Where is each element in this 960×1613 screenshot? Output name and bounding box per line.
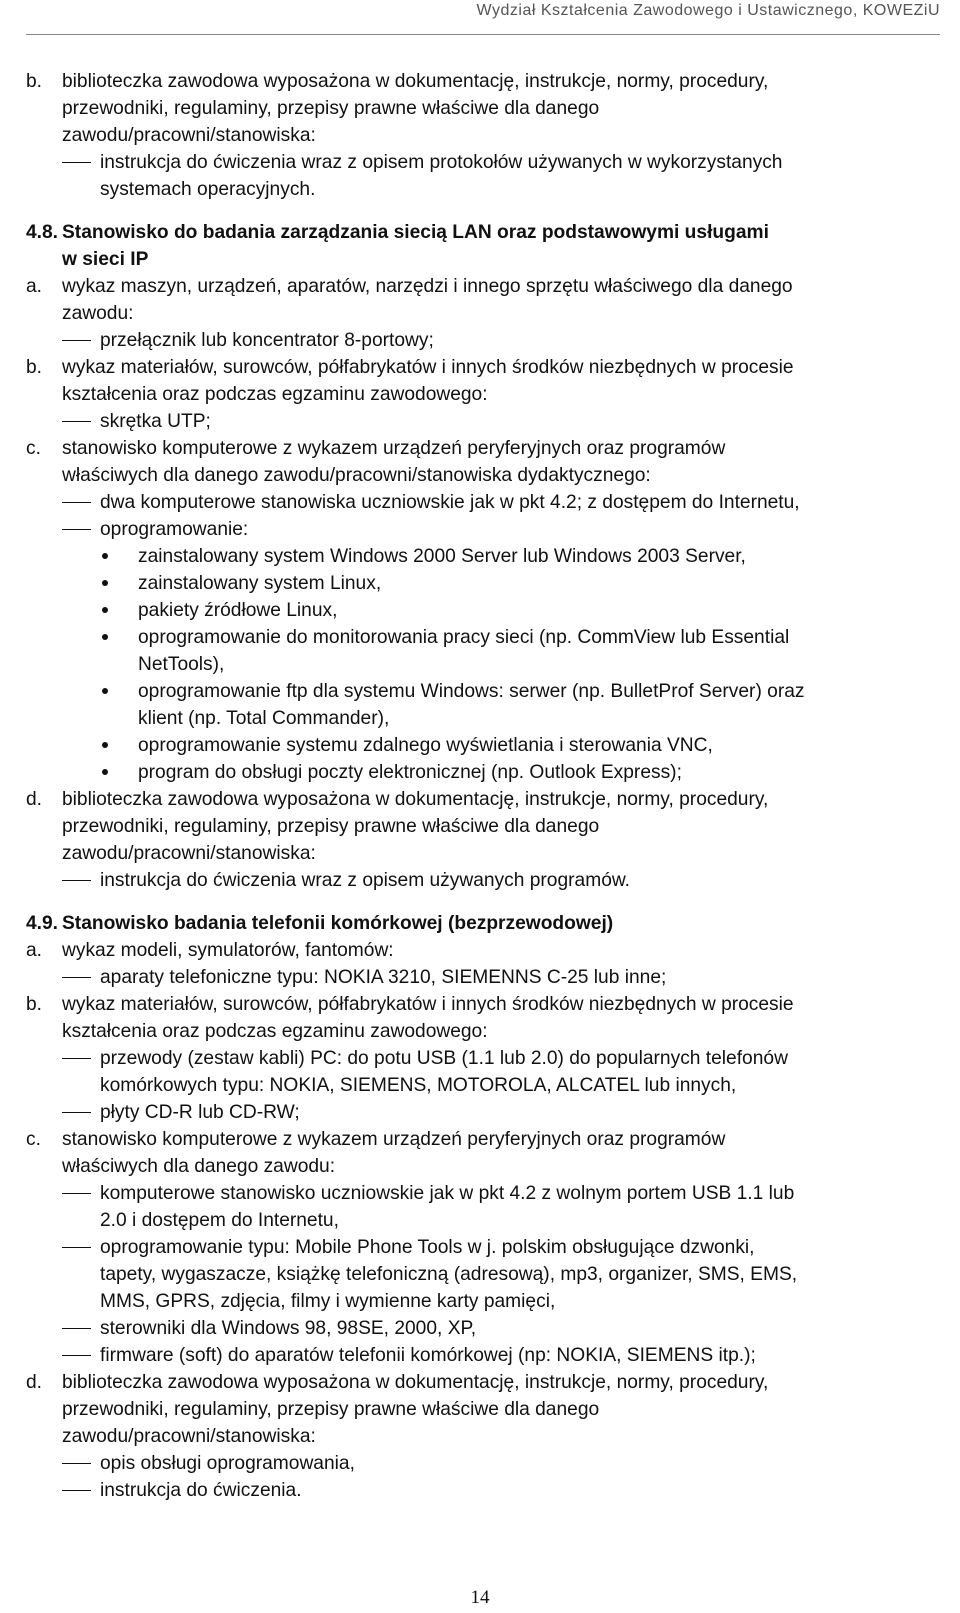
item-text: wykaz maszyn, urządzeń, aparatów, narzędzi i innego sprzętu właściwego dla danego: [62, 276, 793, 297]
bullet-item: [100, 678, 940, 732]
item-text: przewodniki, regulaminy, przepisy prawne właściwe dla danego: [62, 98, 600, 119]
list-item: [26, 786, 940, 867]
item-label: b.: [26, 994, 43, 1015]
header-rule: [26, 34, 940, 35]
dash-marker: [62, 1099, 100, 1126]
item-text: zawodu/pracowni/stanowiska:: [62, 1426, 316, 1447]
item-text: właściwych dla danego zawodu/pracowni/stanowiska dydaktycznego:: [62, 465, 651, 486]
item-text: biblioteczka zawodowa wyposażona w dokumentację, instrukcje, normy, procedury,: [62, 71, 769, 92]
list-item: [26, 273, 940, 327]
section-title: w sieci IP: [62, 249, 149, 270]
section-number: 4.8.: [26, 222, 59, 243]
bullet-text: pakiety źródłowe Linux,: [138, 600, 338, 621]
dash-marker: [62, 1342, 100, 1369]
bullet-text: zainstalowany system Windows 2000 Server lub Windows 2003 Server,: [138, 546, 746, 567]
list-item: [26, 354, 940, 408]
list-item: [26, 68, 940, 149]
list-item: [26, 435, 940, 489]
item-text: wykaz materiałów, surowców, półfabrykatów i innych środków niezbędnych w procesie: [62, 994, 794, 1015]
dash-marker: [62, 1477, 100, 1504]
dash-text: skrętka UTP;: [100, 411, 211, 432]
item-text: wykaz modeli, symulatorów, fantomów:: [62, 940, 394, 961]
dash-text: tapety, wygaszacze, książkę telefoniczną (adresową), mp3, organizer, SMS, EMS,: [100, 1264, 798, 1285]
dash-text: komputerowe stanowisko uczniowskie jak w pkt 4.2 z wolnym portem USB 1.1 lub: [100, 1183, 795, 1204]
section-heading-4-8: [26, 219, 940, 273]
bullet-text: oprogramowanie systemu zdalnego wyświetlania i sterowania VNC,: [138, 735, 713, 756]
list-item: [26, 1369, 940, 1450]
bullet-item: [100, 759, 940, 786]
dash-text: oprogramowanie:: [100, 519, 249, 540]
dash-text: instrukcja do ćwiczenia.: [100, 1480, 302, 1501]
dash-text: opis obsługi oprogramowania,: [100, 1453, 355, 1474]
item-text: przewodniki, regulaminy, przepisy prawne właściwe dla danego: [62, 1399, 600, 1420]
bullet-item: [100, 570, 940, 597]
dash-text: przełącznik lub koncentrator 8-portowy;: [100, 330, 434, 351]
dash-text: oprogramowanie typu: Mobile Phone Tools w j. polskim obsługujące dzwonki,: [100, 1237, 755, 1258]
dash-item: [62, 1450, 940, 1477]
list-item: [26, 937, 940, 964]
dash-item: [62, 1315, 940, 1342]
dash-marker: [62, 489, 100, 516]
item-label: d.: [26, 789, 43, 810]
dash-marker: [62, 408, 100, 435]
item-label: b.: [26, 357, 43, 378]
dash-marker: [62, 1315, 100, 1342]
bullet-item: [100, 732, 940, 759]
dash-text: płyty CD-R lub CD-RW;: [100, 1102, 300, 1123]
bullet-marker: [100, 570, 138, 597]
item-text: biblioteczka zawodowa wyposażona w dokumentację, instrukcje, normy, procedury,: [62, 1372, 769, 1393]
dash-marker: [62, 516, 100, 543]
page-number: 14: [470, 1587, 490, 1608]
bullet-marker: [100, 678, 138, 732]
running-header: Wydział Kształcenia Zawodowego i Ustawicznego, KOWEZiU: [476, 2, 940, 19]
bullet-text: oprogramowanie do monitorowania pracy sieci (np. CommView lub Essential: [138, 627, 790, 648]
item-text: stanowisko komputerowe z wykazem urządzeń peryferyjnych oraz programów: [62, 1129, 726, 1150]
bullet-marker: [100, 732, 138, 759]
dash-marker: [62, 1180, 100, 1234]
section-title: Stanowisko badania telefonii komórkowej (bezprzewodowej): [62, 913, 614, 934]
item-text: zawodu:: [62, 303, 134, 324]
bullet-text: program do obsługi poczty elektronicznej (np. Outlook Express);: [138, 762, 682, 783]
dash-text: instrukcja do ćwiczenia wraz z opisem protokołów używanych w wykorzystanych: [100, 152, 783, 173]
bullet-text: oprogramowanie ftp dla systemu Windows: serwer (np. BulletProf Server) oraz: [138, 681, 805, 702]
dash-item: [62, 1180, 940, 1234]
dash-item: [62, 516, 940, 543]
dash-marker: [62, 327, 100, 354]
dash-text: 2.0 i dostępem do Internetu,: [100, 1210, 339, 1231]
dash-item: [62, 149, 940, 203]
dash-marker: [62, 1450, 100, 1477]
bullet-marker: [100, 543, 138, 570]
section-title: Stanowisko do badania zarządzania siecią LAN oraz podstawowymi usługami: [62, 222, 769, 243]
dash-text: instrukcja do ćwiczenia wraz z opisem używanych programów.: [100, 870, 630, 891]
list-item: [26, 1126, 940, 1180]
item-label: c.: [26, 438, 41, 459]
section-heading-4-9: [26, 910, 940, 937]
dash-marker: [62, 1045, 100, 1099]
dash-marker: [62, 1234, 100, 1315]
dash-marker: [62, 867, 100, 894]
dash-item: [62, 327, 940, 354]
dash-text: aparaty telefoniczne typu: NOKIA 3210, SIEMENNS C-25 lub inne;: [100, 967, 667, 988]
bullet-text: zainstalowany system Linux,: [138, 573, 382, 594]
item-text: zawodu/pracowni/stanowiska:: [62, 843, 316, 864]
bullet-marker: [100, 624, 138, 678]
dash-item: [62, 1099, 940, 1126]
dash-text: komórkowych typu: NOKIA, SIEMENS, MOTOROLA, ALCATEL lub innych,: [100, 1075, 737, 1096]
dash-marker: [62, 964, 100, 991]
item-text: zawodu/pracowni/stanowiska:: [62, 125, 316, 146]
dash-item: [62, 1477, 940, 1504]
dash-text: dwa komputerowe stanowiska uczniowskie jak w pkt 4.2; z dostępem do Internetu,: [100, 492, 800, 513]
dash-marker: [62, 149, 100, 203]
bullet-item: [100, 597, 940, 624]
item-text: stanowisko komputerowe z wykazem urządzeń peryferyjnych oraz programów: [62, 438, 726, 459]
dash-text: MMS, GPRS, zdjęcia, filmy i wymienne karty pamięci,: [100, 1291, 556, 1312]
dash-item: [62, 867, 940, 894]
dash-item: [62, 1045, 940, 1099]
dash-item: [62, 1342, 940, 1369]
document-body: [26, 68, 940, 1504]
item-label: c.: [26, 1129, 41, 1150]
item-text: właściwych dla danego zawodu:: [62, 1156, 336, 1177]
dash-item: [62, 1234, 940, 1315]
section-number: 4.9.: [26, 913, 59, 934]
item-text: kształcenia oraz podczas egzaminu zawodowego:: [62, 384, 488, 405]
bullet-text: klient (np. Total Commander),: [138, 708, 390, 729]
dash-item: [62, 408, 940, 435]
dash-text: przewody (zestaw kabli) PC: do potu USB (1.1 lub 2.0) do popularnych telefonów: [100, 1048, 788, 1069]
bullet-item: [100, 624, 940, 678]
item-label: b.: [26, 71, 43, 92]
dash-text: firmware (soft) do aparatów telefonii komórkowej (np: NOKIA, SIEMENS itp.);: [100, 1345, 756, 1366]
dash-text: systemach operacyjnych.: [100, 179, 316, 200]
item-text: biblioteczka zawodowa wyposażona w dokumentację, instrukcje, normy, procedury,: [62, 789, 769, 810]
bullet-text: NetTools),: [138, 654, 225, 675]
item-label: a.: [26, 276, 43, 297]
item-label: a.: [26, 940, 43, 961]
item-text: przewodniki, regulaminy, przepisy prawne właściwe dla danego: [62, 816, 600, 837]
item-label: d.: [26, 1372, 43, 1393]
bullet-marker: [100, 597, 138, 624]
dash-item: [62, 964, 940, 991]
item-text: wykaz materiałów, surowców, półfabrykatów i innych środków niezbędnych w procesie: [62, 357, 794, 378]
dash-item: [62, 489, 940, 516]
dash-text: sterowniki dla Windows 98, 98SE, 2000, XP,: [100, 1318, 477, 1339]
list-item: [26, 991, 940, 1045]
item-text: kształcenia oraz podczas egzaminu zawodowego:: [62, 1021, 488, 1042]
bullet-marker: [100, 759, 138, 786]
bullet-item: [100, 543, 940, 570]
